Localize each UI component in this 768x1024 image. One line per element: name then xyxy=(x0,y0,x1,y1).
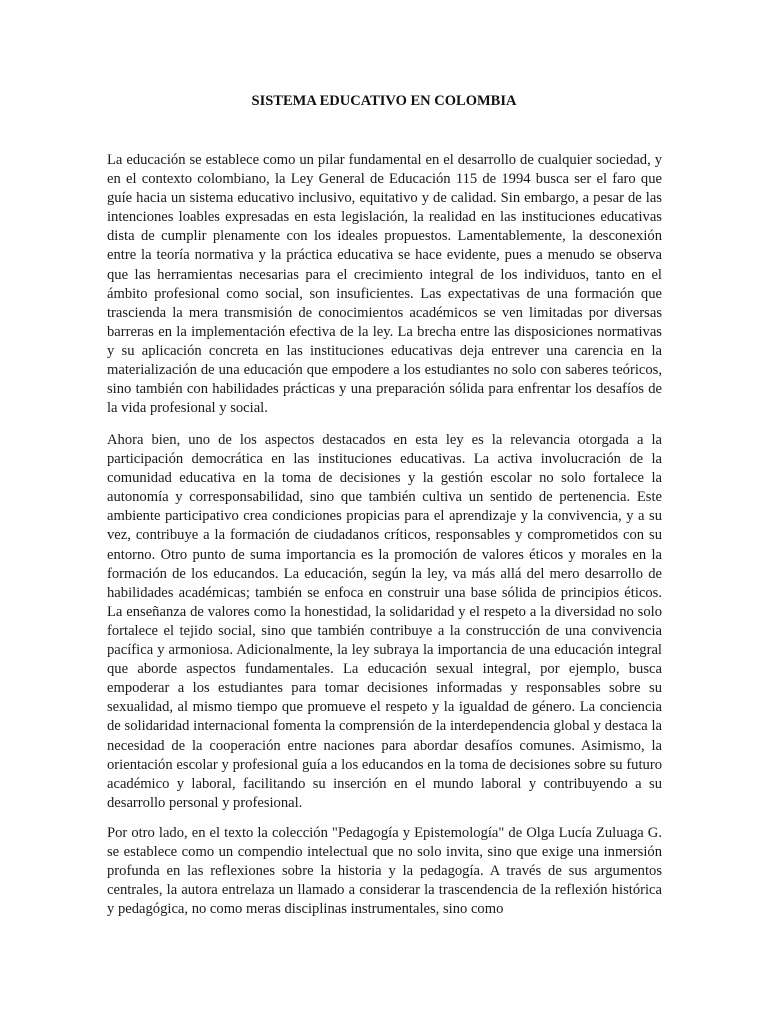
paragraph-1: La educación se establece como un pilar fundamental en el desarrollo de cualquier sociedad, y en el contexto colombiano, la Ley General de Educación 115 de 1994 busca ser el faro que guíe hacia un sistema educativo inclusivo, equitativo y de calidad. Sin embargo, a pesar de las intenciones loables expresadas en esta legislación, la realidad en las instituciones educativas dista de cumplir plenamente con los ideales propuestos. Lamentablemente, la desconexión entre la teoría normativa y la práctica educativa se hace evidente, pues a menudo se observa que las herramientas necesarias para el crecimiento integral de los individuos, tanto en el ámbito profesional como social, son insuficientes. Las expectativas de una formación que trascienda la mera transmisión de conocimientos académicos se ven limitadas por diversas barreras en la implementación efectiva de la ley. La brecha entre las disposiciones normativas y su aplicación concreta en las instituciones educativas deja entrever una carencia en la materialización de una educación que empodere a los estudiantes no solo con saberes teóricos, sino también con habilidades prácticas y una preparación sólida para enfrentar los desafíos de la vida profesional y social. xyxy=(107,152,662,417)
paragraph-2: Ahora bien, uno de los aspectos destacados en esta ley es la relevancia otorgada a la participación democrática en las instituciones educativas. La activa involucración de la comunidad educativa en la toma de decisiones y la gestión escolar no solo fortalece la autonomía y corresponsabilidad, sino que también cultiva un sentido de pertenencia. Este ambiente participativo crea condiciones propicias para el aprendizaje y la convivencia, y a su vez, contribuye a la formación de ciudadanos críticos, responsables y comprometidos con su entorno. Otro punto de suma importancia es la promoción de valores éticos y morales en la formación de los educandos. La educación, según la ley, va más allá del mero desarrollo de habilidades académicas; también se enfoca en construir una base sólida de principios éticos. La enseñanza de valores como la honestidad, la solidaridad y el respeto a la diversidad no solo fortalece el tejido social, sino que también contribuye a la construcción de una convivencia pacífica y armoniosa. Adicionalmente, la ley subraya la importancia de una educación integral que aborde aspectos fundamentales. La educación sexual integral, por ejemplo, busca empoderar a los estudiantes para tomar decisiones informadas y responsables sobre su sexualidad, al mismo tiempo que promueve el respeto y la igualdad de género. La conciencia de solidaridad internacional fomenta la comprensión de la interdependencia global y destaca la necesidad de la cooperación entre naciones para abordar desafíos comunes. Asimismo, la orientación escolar y profesional guía a los educandos en la toma de decisiones sobre su futuro académico y laboral, facilitando su inserción en el mundo laboral y contribuyendo a su desarrollo personal y profesional. xyxy=(107,432,662,811)
paragraph-3: Por otro lado, en el texto la colección "Pedagogía y Epistemología" de Olga Lucía Zuluaga G. se establece como un compendio intelectual que no solo invita, sino que exige una inmersión profunda en las reflexiones sobre la historia y la pedagogía. A través de sus argumentos centrales, la autora entrelaza un llamado a considerar la trascendencia de la reflexión histórica y pedagógica, no como meras disciplinas instrumentales, sino como xyxy=(107,825,662,918)
document-title: SISTEMA EDUCATIVO EN COLOMBIA xyxy=(251,93,517,109)
